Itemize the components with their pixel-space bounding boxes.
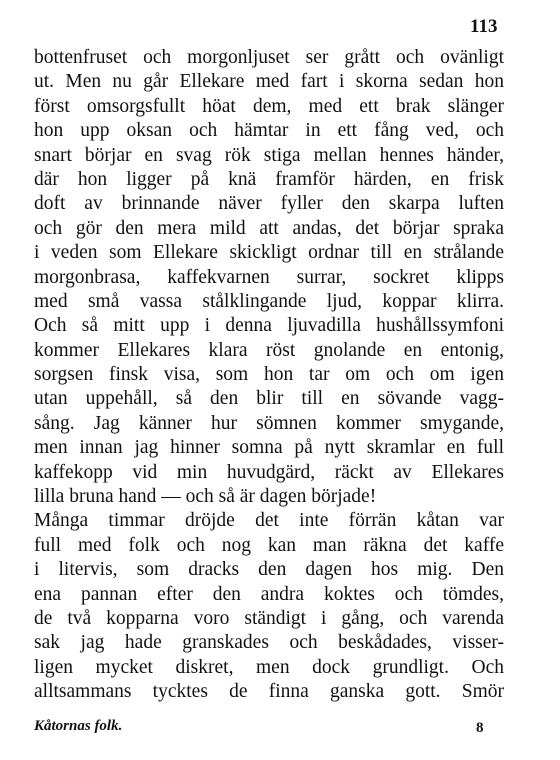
text-line: Många timmar dröjde det inte förrän kåtan var — [34, 510, 504, 532]
signature-mark: 8 — [476, 720, 484, 736]
text-line: ligen mycket diskret, men dock grundligt. Och — [34, 656, 504, 678]
footer-title: Kåtornas folk. — [34, 718, 123, 734]
text-line: hon upp oksan och hämtar in ett fång ved, och — [34, 120, 504, 142]
text-line: sorgsen finsk visa, som hon tar om och om igen — [34, 364, 504, 386]
text-line: sång. Jag känner hur sömnen kommer smygande, — [34, 412, 504, 434]
text-line: lilla bruna hand — och så är dagen började! — [34, 486, 377, 508]
text-line: morgonbrasa, kaffekvarnen surrar, sockret klipps — [34, 266, 504, 288]
text-line: med små vassa stålklingande ljud, koppar klirra. — [34, 290, 504, 312]
text-line: snart börjar en svag rök stiga mellan hennes händer, — [34, 144, 504, 166]
text-line: kaffekopp vid min huvudgärd, räckt av Ellekares — [34, 461, 504, 483]
body-text — [34, 46, 504, 705]
text-line: först omsorgsfullt höat dem, med ett brak slänger — [34, 95, 504, 117]
text-line: kommer Ellekares klara röst gnolande en entonig, — [34, 339, 504, 361]
text-line: de två kopparna voro ständigt i gång, och varenda — [34, 607, 504, 629]
text-line: utan uppehåll, så den blir till en sövande vagg- — [34, 388, 504, 410]
text-line: bottenfruset och morgonljuset ser grått och ovänligt — [34, 47, 504, 68]
text-line: i veden som Ellekare skickligt ordnar till en strålande — [34, 242, 504, 264]
text-line: ut. Men nu går Ellekare med fart i skorna sedan hon — [34, 71, 504, 93]
text-line: sak jag hade granskades och beskådades, visser- — [34, 632, 504, 654]
text-line: ena pannan efter den andra koktes och tömdes, — [34, 583, 504, 605]
text-line: alltsammans tycktes de finna ganska gott. Smör — [34, 681, 504, 703]
text-line: Och så mitt upp i denna ljuvadilla hushållssymfoni — [34, 315, 504, 337]
text-line: där hon ligger på knä framför härden, en frisk — [34, 168, 504, 190]
text-line: i litervis, som dracks den dagen hos mig. Den — [34, 559, 504, 581]
text-line: full med folk och nog kan man räkna det kaffe — [34, 534, 504, 556]
text-line: och gör den mera mild att andas, det börjar spraka — [34, 217, 504, 239]
page-number: 113 — [470, 16, 498, 37]
text-line: men innan jag hinner somna på nytt skramlar en full — [34, 437, 504, 459]
text-line: doft av brinnande näver fyller den skarpa luften — [34, 193, 504, 215]
